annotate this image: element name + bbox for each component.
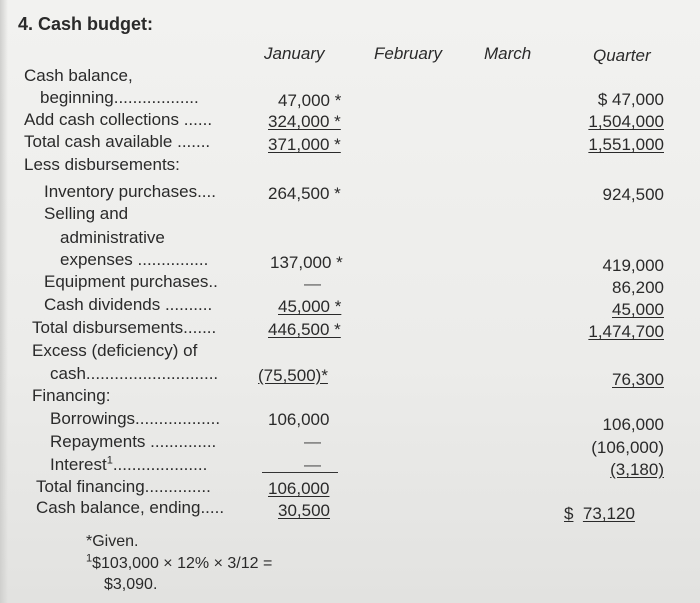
note-calc-text: $103,000 × 12% × 3/12 = xyxy=(92,555,273,572)
qtr-cash-beginning: $ 47,000 xyxy=(597,90,664,109)
jan-add-collections xyxy=(268,112,341,132)
qtr-interest: (3,180) xyxy=(610,460,664,479)
jan-cash-ending xyxy=(278,501,330,521)
header-february: February xyxy=(374,44,443,63)
jan-inventory: 264,500 * xyxy=(268,184,341,203)
header-january: January xyxy=(264,44,325,63)
label-interest-dots: .................... xyxy=(112,455,208,474)
qtr-total-disbursements: 1,474,700 xyxy=(588,322,664,341)
note-calc-marker: 1 xyxy=(86,552,93,565)
label-total-available: Total cash available ....... xyxy=(24,132,211,151)
jan-total-disbursements-value: 446,500 * xyxy=(268,320,341,339)
qtr-equipment: 86,200 xyxy=(612,278,664,297)
label-excess-1: Excess (deficiency) of xyxy=(32,341,198,360)
note-calculation xyxy=(86,554,272,574)
note-calculation-result: $3,090. xyxy=(104,576,158,593)
jan-repayments: — xyxy=(304,432,321,451)
page-shadow xyxy=(0,0,8,603)
label-borrowings: Borrowings.................. xyxy=(50,409,221,428)
label-cash-balance: Cash balance, xyxy=(24,66,133,85)
jan-total-disbursements xyxy=(268,320,341,340)
qtr-total-available: 1,551,000 xyxy=(588,135,664,154)
label-less-disbursements: Less disbursements: xyxy=(24,155,180,174)
jan-total-financing xyxy=(268,479,329,499)
jan-interest: — xyxy=(304,455,321,474)
label-equipment: Equipment purchases.. xyxy=(44,272,218,291)
jan-selling: 137,000 * xyxy=(270,253,343,272)
label-selling-2: administrative xyxy=(60,228,165,247)
jan-excess xyxy=(258,366,328,386)
header-march: March xyxy=(484,44,532,63)
qtr-cash-ending-symbol: $ xyxy=(564,504,574,523)
label-total-financing: Total financing.............. xyxy=(36,477,211,496)
jan-cash-ending-value: 30,500 xyxy=(278,501,330,520)
label-selling-3: expenses ............... xyxy=(60,250,209,269)
label-repayments: Repayments .............. xyxy=(50,432,217,451)
jan-total-available-value: 371,000 * xyxy=(268,135,341,154)
jan-excess-value: (75,500)* xyxy=(258,366,328,385)
label-cash-ending: Cash balance, ending..... xyxy=(36,498,225,517)
jan-dividends xyxy=(278,297,341,317)
label-interest-text: Interest xyxy=(50,455,107,474)
jan-total-available xyxy=(268,135,341,155)
label-selling-1: Selling and xyxy=(44,204,129,223)
label-inventory: Inventory purchases.... xyxy=(44,182,216,201)
jan-add-collections-value: 324,000 * xyxy=(268,112,341,131)
jan-interest-rule xyxy=(262,472,338,473)
qtr-dividends: 45,000 xyxy=(612,300,664,319)
label-add-collections: Add cash collections ...... xyxy=(24,110,213,129)
qtr-cash-ending xyxy=(564,504,635,524)
label-beginning: beginning.................. xyxy=(40,88,199,107)
qtr-inventory: 924,500 xyxy=(602,185,664,204)
qtr-borrowings: 106,000 xyxy=(602,415,664,434)
qtr-excess: 76,300 xyxy=(612,370,664,389)
note-given: *Given. xyxy=(86,533,139,550)
jan-equipment: — xyxy=(304,274,321,293)
qtr-add-collections: 1,504,000 xyxy=(588,112,664,131)
page-title: 4. Cash budget: xyxy=(18,14,154,34)
label-interest xyxy=(50,455,207,475)
qtr-repayments: (106,000) xyxy=(591,438,664,457)
footnote-marker: 1 xyxy=(106,454,113,467)
jan-cash-beginning: 47,000 * xyxy=(278,91,342,110)
jan-dividends-value: 45,000 * xyxy=(278,297,342,316)
label-dividends: Cash dividends .......... xyxy=(44,295,213,314)
label-excess-2: cash............................ xyxy=(50,364,219,383)
jan-total-financing-value: 106,000 xyxy=(268,479,330,498)
label-financing: Financing: xyxy=(32,386,111,405)
qtr-cash-ending-value: 73,120 xyxy=(582,504,635,523)
label-total-disbursements: Total disbursements....... xyxy=(32,318,217,337)
header-quarter: Quarter xyxy=(593,46,651,65)
jan-borrowings: 106,000 xyxy=(268,410,330,429)
qtr-selling: 419,000 xyxy=(602,256,664,275)
